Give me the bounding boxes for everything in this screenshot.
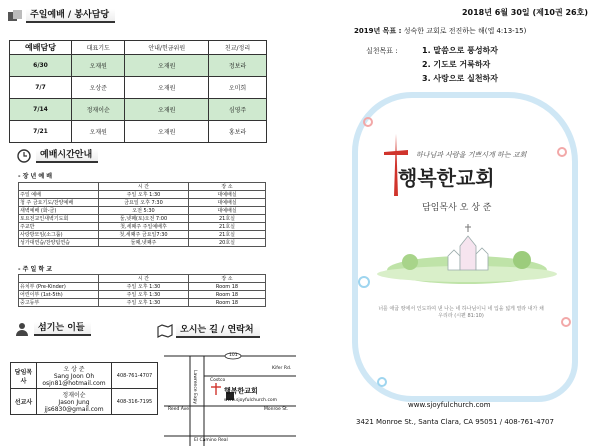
table-row: [10, 77, 267, 99]
row-prayer: 오상준: [72, 77, 125, 99]
website[interactable]: www.sjoyfulchurch.com: [408, 401, 491, 409]
staff-email[interactable]: jjs6830@gmail.com: [44, 406, 104, 413]
clock-icon: [16, 149, 34, 163]
row-date: 7/7: [10, 77, 72, 99]
staff-role: 선교사: [11, 389, 37, 415]
person-icon: [14, 322, 32, 336]
header-cell: 시 간: [99, 275, 189, 283]
goals-list: [422, 44, 498, 86]
row-prayer: 오재원: [72, 55, 125, 77]
church-slogan: 하나님과 사람을 기쁘시게 하는 교회: [416, 151, 527, 159]
issue-date: 2018년 6월 30일 (제10권 26호): [461, 8, 588, 17]
goal-item: 2. 기도로 거룩하자: [422, 60, 491, 69]
adult-label: - 장 년 예 배: [18, 173, 53, 180]
staff-info: [37, 363, 112, 389]
header-cell: 안내/헌금위원: [125, 41, 209, 55]
row-fellowship: 심영주: [209, 99, 267, 121]
site-map-label[interactable]: www.sjoyfulchurch.com: [224, 398, 278, 403]
table-row: 주일 예배 주일 오후 1:30 대예배실: [19, 191, 266, 199]
kifer-label: Kifer Rd.: [272, 366, 292, 371]
row-usher: 오재원: [125, 99, 209, 121]
reed-label: Reed Ave.: [168, 407, 191, 412]
staff-en-name: Sang Joon Oh: [53, 373, 95, 380]
table-row: [11, 389, 158, 415]
header-cell: 장 소: [189, 183, 266, 191]
table-row: 중고등부 주일 오후 1:30 Room 18: [19, 299, 266, 307]
header-cell: 장 소: [189, 275, 266, 283]
table-row: [11, 363, 158, 389]
goal-item: 3. 사랑으로 실천하자: [422, 74, 498, 83]
directions-map: [164, 350, 296, 446]
table-row: 청 주 금요기도/찬양예배 금요일 오후 7:30 대예배실: [19, 199, 266, 207]
el-camino-label: El Camino Real: [194, 438, 228, 443]
services-header-row: [10, 41, 267, 55]
table-row: 토요전교인새벽기도회 둘,넷째(토)오전 7:00 21호실: [19, 215, 266, 223]
table-header: [19, 275, 266, 283]
pastor-line: 담임목사 오 상 준: [422, 203, 492, 213]
year-goal-text: 성숙한 교회로 전진하는 해(엡 4:13-15): [403, 27, 527, 35]
staff-en-name: Jason Jung: [58, 399, 90, 406]
header-cell: 대표기도: [72, 41, 125, 55]
row-usher: 오재원: [125, 77, 209, 99]
row-date: 7/21: [10, 121, 72, 143]
school-label: - 주 일 학 교: [18, 266, 53, 273]
staff-role: 담임목사: [11, 363, 37, 389]
goal-item: 1. 말씀으로 풍성하자: [422, 46, 498, 55]
header-cell: 시 간: [99, 183, 189, 191]
table-row: [10, 55, 267, 77]
worship-section-title: 예배시간안내: [16, 148, 98, 164]
bullet-icon: [6, 9, 24, 23]
staff-phone: 408-761-4707: [112, 363, 158, 389]
staff-phone: 408-316-7195: [112, 389, 158, 415]
table-row: [10, 121, 267, 143]
directions-section-title: 오시는 길 / 연락처: [156, 323, 260, 339]
table-row: 유치부 (Pre-Kinder) 주일 오후 1:30 Room 18: [19, 283, 266, 291]
table-row: 성가대연습/찬양팀연습 둘째,넷째주 20호실: [19, 239, 266, 247]
lawrence-label: Lawrence Expy: [192, 370, 197, 405]
table-row: [10, 99, 267, 121]
row-usher: 오재원: [125, 121, 209, 143]
table-row: 사랑방모임(소그룹) 첫,세째주 금요일7:30 21호실: [19, 231, 266, 239]
header-cell: 예배담당: [10, 41, 72, 55]
staff-email[interactable]: osjn81@hotmail.com: [42, 380, 106, 387]
staff-name: 오 상 준: [63, 366, 85, 373]
row-prayer: 오재원: [72, 121, 125, 143]
table-row: 주교반 첫,세째주 주일예배후 21호실: [19, 223, 266, 231]
table-row: 어린이부 (1st-5th) 주일 오후 1:30 Room 18: [19, 291, 266, 299]
header-cell: [19, 183, 99, 191]
address: 3421 Monroe St., Santa Clara, CA 95051 / 408-761-4707: [356, 418, 554, 426]
monroe-label: Monroe St.: [264, 407, 289, 412]
row-date: 6/30: [10, 55, 72, 77]
staff-name: 정재이순: [62, 392, 86, 399]
row-fellowship: 홍보라: [209, 121, 267, 143]
highway-label: 101: [229, 353, 238, 358]
staff-info: [37, 389, 112, 415]
row-fellowship: 오미희: [209, 77, 267, 99]
services-table: [9, 40, 267, 143]
row-usher: 오재원: [125, 55, 209, 77]
row-fellowship: 정보라: [209, 55, 267, 77]
adult-worship-table: [18, 182, 266, 247]
table-header: [19, 183, 266, 191]
year-goal-label: 2019년 목표 :: [354, 27, 402, 35]
staff-table: [10, 362, 158, 415]
row-date: 7/14: [10, 99, 72, 121]
map-icon: [156, 324, 174, 338]
header-cell: [19, 275, 99, 283]
staff-section-title: 섬기는 이들: [14, 321, 91, 337]
costco-label: Costco: [210, 378, 226, 383]
school-worship-table: [18, 274, 266, 307]
scripture-text: 너를 애굽 땅에서 인도하여 낸 나는 네 하나님이니 네 입을 넓게 열라 내가 채우리라 (시편 81:10): [378, 306, 544, 319]
church-name: 행복한교회: [398, 166, 495, 190]
church-map-label: 행복한교회: [224, 387, 258, 395]
year-goal: [354, 26, 526, 36]
header-cell: 친교/정리: [209, 41, 267, 55]
practice-label: 실천목표 :: [366, 47, 398, 55]
services-section-title: 주일예배 / 봉사담당: [6, 8, 115, 24]
table-row: 새벽예배 (화-금) 오전 5:30 대예배실: [19, 207, 266, 215]
row-prayer: 정재이순: [72, 99, 125, 121]
